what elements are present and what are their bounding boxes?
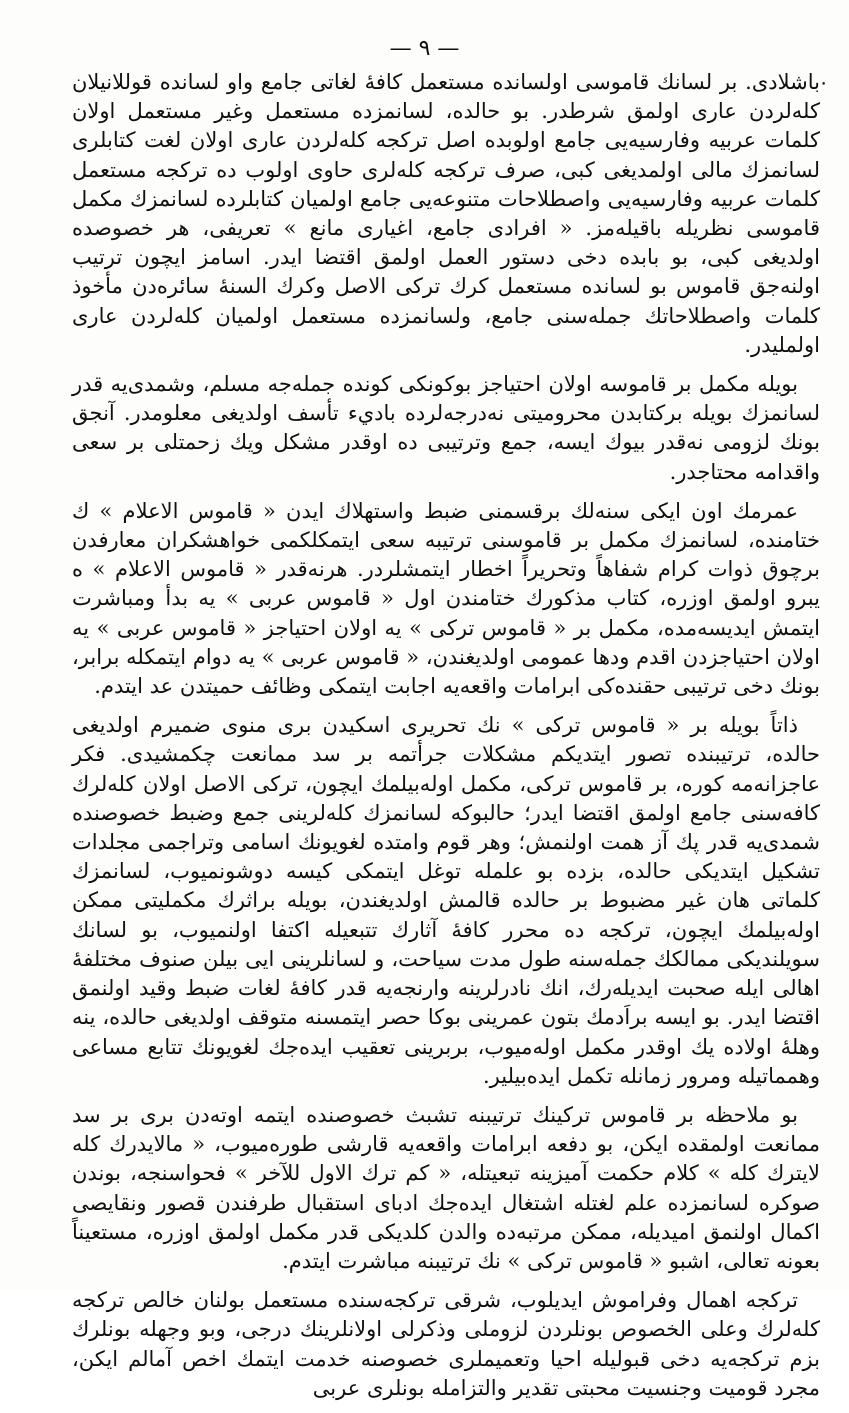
paragraph: عمرمك اون ايكى سنەلك برقسمنى ضبط واستهلاك ايدن « قاموس الاعلام » ك ختامنده، لسانمزك مكمل بر قاموسنى ترتيبه سعى ايتمكلكمى خواهشكران معارفدن برچوق ذوات كرام شفاهاً وتحريراً اخطار ايتمشلردر. هرنەقدر « قاموس الاعلام » ە يبرو اولمق اوزره، كتاب مذكورك ختامندن اول « قاموس عربى » يه بدأ ومباشرت ايتمش ايديسەمده، مكمل بر « قاموس تركى » يه اولان احتياجز « قاموس عربى » يه اولان احتياجزدن اقدم ودها عمومى اولديغندن، « قاموس عربى » يه دوام ايتمكله برابر، بونك دخى ترتيبى حقندەكى ابرامات واقعەيه اجابت ايتمكى وظائف حميتدن عد ايتدم.: [72, 498, 820, 699]
page-number-header: — ٩ —: [389, 36, 460, 61]
paragraph: بويله مكمل بر قاموسه اولان احتياجز بوكونكى كوندە جملەجه مسلم، وشمدى‌يه قدر لسانمزك بويله بركتابدن محروميتى نەدرجەلرده باديء تأسف اولديغى معلومدر. آنجق بونك لزومى نەقدر بيوك ايسه، جمع وترتيبى ده اوقدر مشكل ويك زحمتلى بر سعى واقدامه محتاجدر.: [72, 372, 820, 484]
margin-marker: ٠: [818, 70, 829, 94]
paragraph: بو ملاحظه بر قاموس تركينك ترتيبنه تشبث خصوصنده ايتمه اوتەدن برى بر سد ممانعت اولمقده ايكن، بو دفعه ابرامات واقعەيه قارشى طورەميوب، « ماﻻيدرك كله ﻻيترك كله » كلام حكمت آميزينه تبعيتله، « كم ترك الاول للآخر » فحواسنجه، بوندن صوكره لسانمزده علم لغتله اشتغال ايدەجك ادباى استقبال طرفندن قصور ونقايصى اكمال اولنمق اميديله، ممكن مرتبەده والدن كلديكى قدر مكمل اولمق اوزره، مستعيناً بعونه تعالى، اشبو « قاموس تركى » نك ترتيبنه مباشرت ايتدم.: [72, 1102, 820, 1273]
body-text: [72, 68, 820, 1413]
paragraph: ذاتاً بويله بر « قاموس تركى » نك تحريرى اسكيدن برى منوى ضميرم اولديغى حالده، ترتيبنده تصور ايتديكم مشكلات جرأتمه بر سد ممانعت چكمشيدى. فكر عاجزانەمه كوره، بر قاموس تركى، مكمل اولەبيلمك ايچون، تركى الاصل اولان كلەلرك كافەسنى جامع اولمق اقتضا ايدر؛ حالبوكه لسانمزك كلەلرينى جمع وضبط خصوصنده شمدى‌يه قدر پك آز همت اولنمش؛ وهر قوم وامتده لغويونك اسامى وتراجمى مجلدات تشكيل ايتديكى حالده، بزده بو علمله توغل ايتمكى كيسه دوشونميوب، لسانمزك كلماتى هان غير مضبوط بر حالده قالمش اولديغندن، بويله براثرك مكمليتى ممكن اولەبيلمك ايچون، تركجه ده محرر كافۀ آثارك تتبعيله اكتفا اولنميوب، بو لسانك سويلنديكى ممالكك جملەسنه طول مدت سياحت، و لسانلرينى ايى بيلن صنوف مختلفۀ اهالى ايله صحبت ايديلەرك، انك نادرلرينه وارنجەيه قدر كافۀ لغات ضبط وقيد اولنمق اقتضا ايدر. بو ايسه براَدمك بتون عمرينى بوكا حصر ايتمسنه متوقف اولديغى حالده، ينه وهلۀ اولاده يك اوقدر مكمل اولەميوب، بربرينى تعقيب ايدەجك لغويونك تتابع مساعى وهمماتيله ومرور زمانله تكمل ايدەبيلير.: [72, 713, 820, 1088]
paragraph: باشلادى. بر لسانك قاموسى اولسانده مستعمل كافۀ لغاتى جامع واو لسانده قوللانيلان كلەلردن عارى اولمق شرطدر. بو حالده، لسانمزده مستعمل وغير مستعمل اولان كلمات عربيه وفارسيەيى جامع اولوبده اصل تركجه كلەلردن عارى اولان لغت كتابلرى لسانمزك مالى اولمديغى كبى، صرف تركجه كلەلرى حاوى اولوب ده تركجه مستعمل كلمات عربيه وفارسيەيى واصطلاحات متنوعەيى جامع اولميان كتابلرده لسانمزك مكمل قاموسى نظريله باقيلەمز. « افرادى جامع، اغيارى مانع » تعريفى، هر خصوصده اولديغى كبى، بو بابده دخى دستور العمل اولمق اقتضا ايدر. اسامز ايچون ترتيب اولنەجق قاموس بو لسانده مستعمل كرك تركى الاصل وكرك السنۀ سائرەدن مأخوذ كلمات واصطلاحاتك جملەسنى جامع، ولسانمزده مستعمل اولميان كلەلردن عارى اولمليدر.: [72, 70, 820, 357]
paragraph: تركجه اهمال وفراموش ايديلوب، شرقى تركجەسنده مستعمل بولنان خالص تركجه كلەلرك وعلى الخصوص بونلردن لزوملى وذكرلى اولانلرينك درجى، وبو وجهله بونلرك بزم تركجەيه دخى قبوليله احيا وتعميملرى خصوصنه خدمت ايتمك اخص آمالم ايكن، مجرد قوميت وجنسيت محبتى تقدير والتزامله بونلرى عربى: [72, 1288, 820, 1400]
